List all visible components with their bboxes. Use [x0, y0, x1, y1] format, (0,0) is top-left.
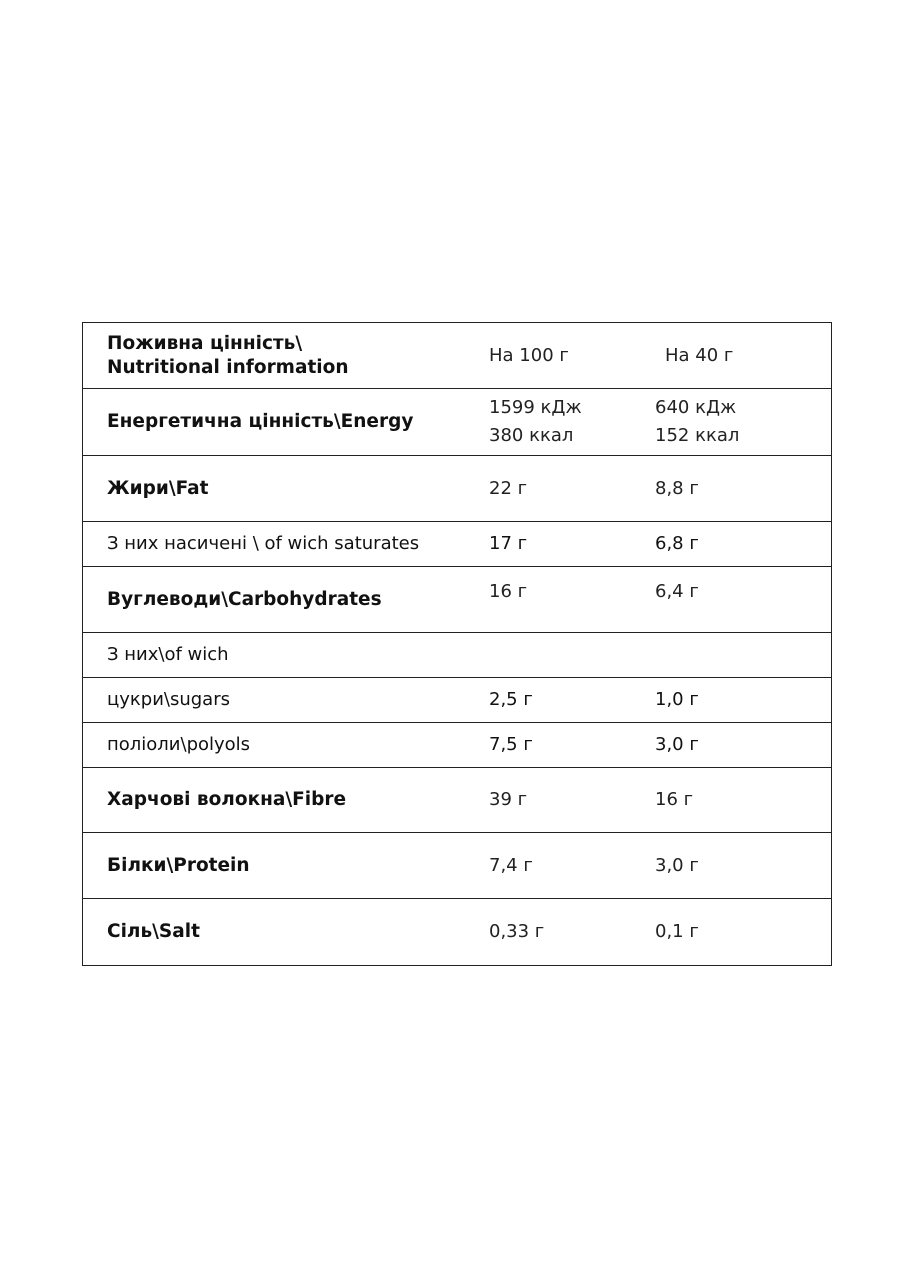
energy-per100-kcal: 380 ккал [489, 425, 574, 446]
row-per100 [489, 389, 655, 455]
table-row-energy [83, 389, 831, 456]
row-per100 [489, 633, 655, 677]
header-per40: На 40 г [665, 344, 734, 366]
table-header-row [83, 323, 831, 389]
row-per100: 7,5 г [489, 734, 533, 755]
row-per40 [655, 633, 831, 677]
header-per40-cell [655, 323, 831, 388]
table-row-fibre [83, 768, 831, 833]
table-row-fat [83, 456, 831, 522]
row-label: З них насичені \ of wich saturates [107, 533, 420, 554]
header-per100-cell [489, 323, 655, 388]
header-label-line2: Nutritional information [107, 356, 349, 378]
table-row-saturates [83, 522, 831, 567]
row-per40: 3,0 г [655, 734, 699, 755]
header-label-line1: Поживна цінність\ [107, 332, 303, 354]
row-per40: 16 г [655, 789, 694, 810]
energy-per40-kcal: 152 ккал [655, 425, 740, 446]
row-per40 [655, 389, 831, 455]
row-label: Жири\Fat [107, 477, 209, 499]
row-per100: 16 г [489, 581, 528, 602]
table-row-salt [83, 899, 831, 965]
table-row-carbohydrates [83, 567, 831, 633]
row-per100: 0,33 г [489, 921, 545, 942]
row-per40: 8,8 г [655, 477, 699, 499]
row-label: Сіль\Salt [107, 921, 200, 942]
header-label-cell [83, 323, 489, 388]
row-per40: 0,1 г [655, 921, 699, 942]
energy-per100-kj: 1599 кДж [489, 397, 582, 418]
row-per40: 1,0 г [655, 689, 699, 710]
table-row-sugars [83, 678, 831, 723]
row-label: Харчові волокна\Fibre [107, 789, 347, 810]
row-label: З них\of wich [107, 644, 229, 665]
row-label: цукри\sugars [107, 689, 230, 710]
row-per40: 3,0 г [655, 854, 699, 876]
row-per100: 7,4 г [489, 854, 533, 876]
row-per100: 22 г [489, 477, 528, 499]
nutrition-table [82, 322, 832, 966]
row-per100: 39 г [489, 789, 528, 810]
row-per40: 6,4 г [655, 581, 699, 602]
row-per100: 2,5 г [489, 689, 533, 710]
row-per40: 6,8 г [655, 533, 699, 554]
row-label: Білки\Protein [107, 854, 250, 876]
table-row-protein [83, 833, 831, 899]
row-per100: 17 г [489, 533, 528, 554]
header-per100: На 100 г [489, 344, 569, 366]
energy-per40-kj: 640 кДж [655, 397, 737, 418]
row-label: Вуглеводи\Carbohydrates [107, 588, 382, 610]
table-row-of-wich [83, 633, 831, 678]
row-label: Енергетична цінність\Energy [107, 411, 414, 432]
row-label: поліоли\polyols [107, 734, 251, 755]
table-row-polyols [83, 723, 831, 768]
